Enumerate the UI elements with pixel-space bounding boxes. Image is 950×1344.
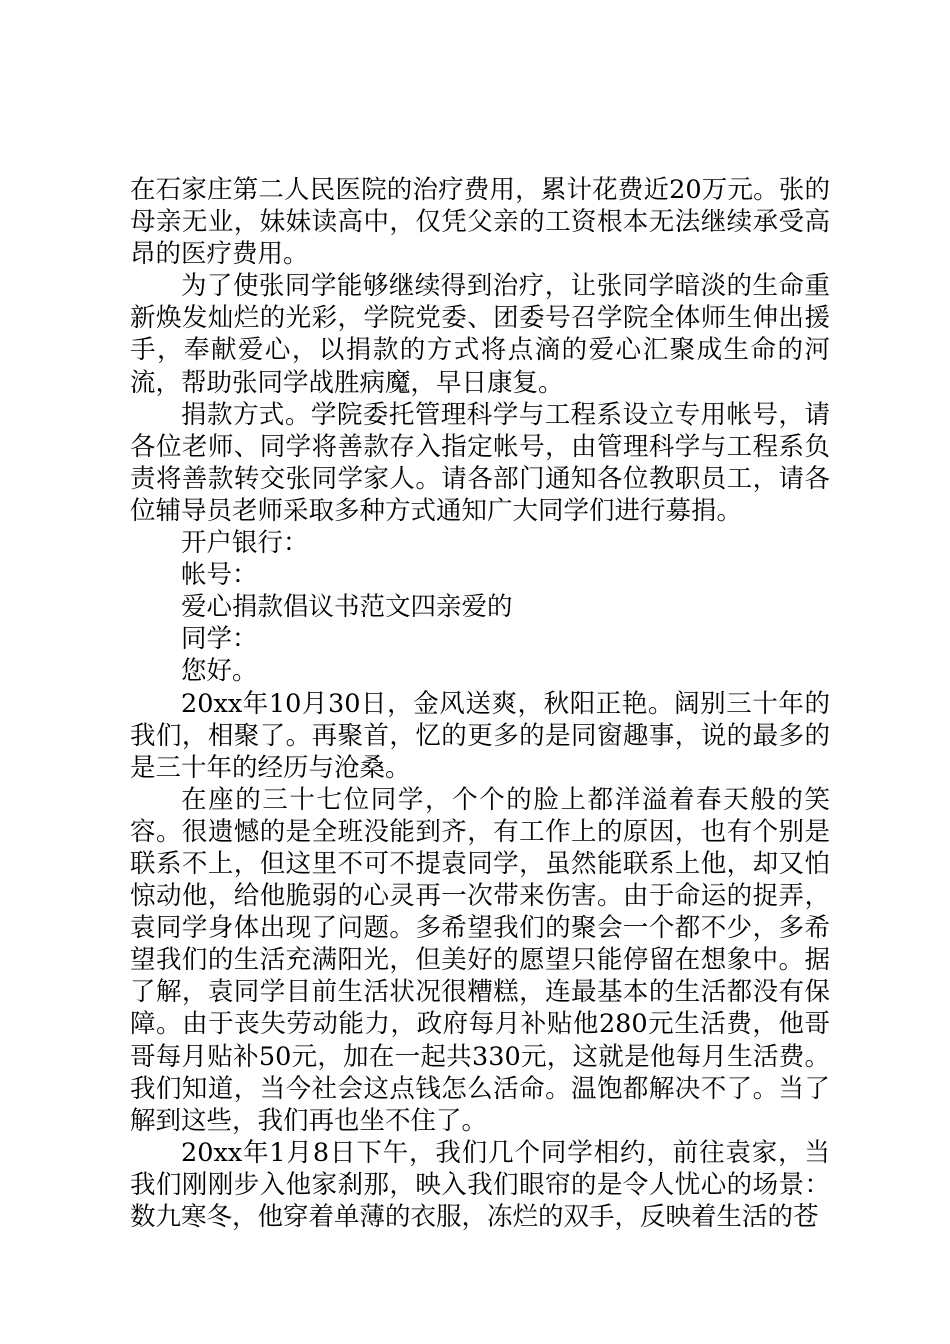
paragraph-classmate-situation: 在座的三十七位同学，个个的脸上都洋溢着春天般的笑容。很遗憾的是全班没能到齐，有工作上的原因，也有个别是联系不上，但这里不可不提袁同学，虽然能联系上他，却又怕惊动他，给他脆弱的心灵再一次带来伤害。由于命运的捉弄，袁同学身体出现了问题。多希望我们的聚会一个都不少，多希望我们的生活充满阳光，但美好的愿望只能停留在想象中。据了解，袁同学目前生活状况很糟糕，连最基本的生活都没有保障。由于丧失劳动能力，政府每月补贴他280元生活费，他哥哥每月贴补50元，加在一起共330元，这就是他每月生活费。我们知道，当今社会这点钱怎么活命。温饱都解决不了。当了解到这些，我们再也坐不住了。 — [130, 784, 830, 1136]
paragraph-donation-method: 捐款方式。学院委托管理科学与工程系设立专用帐号，请各位老师、同学将善款存入指定帐号，由管理科学与工程系负责将善款转交张同学家人。请各部门通知各位教职员工，请各位辅导员老师采取多种方式通知广大同学们进行募捐。 — [130, 399, 830, 526]
paragraph-appeal: 为了使张同学能够继续得到治疗，让张同学暗淡的生命重新焕发灿烂的光彩，学院党委、团委号召学院全体师生伸出援手，奉献爱心，以捐款的方式将点滴的爱心汇聚成生命的河流，帮助张同学战胜病魔，早日康复。 — [130, 271, 830, 398]
line-account: 帐号： — [181, 560, 258, 591]
line-salutation: 同学： — [181, 624, 258, 655]
paragraph-reunion: 20xx年10月30日，金风送爽，秋阳正艳。阔别三十年的我们，相聚了。再聚首，忆的更多的是同窗趣事，说的最多的是三十年的经历与沧桑。 — [130, 688, 830, 783]
paragraph-medical-costs: 在石家庄第二人民医院的治疗费用，累计花费近20万元。张的母亲无业，妹妹读高中，仅凭父亲的工资根本无法继续承受高昂的医疗费用。 — [130, 175, 830, 270]
line-bank: 开户银行： — [181, 528, 309, 559]
line-greeting: 您好。 — [181, 656, 258, 687]
line-section-title: 爱心捐款倡议书范文四亲爱的 — [181, 592, 513, 623]
document-body — [130, 174, 830, 1233]
paragraph-visit: 20xx年1月8日下午，我们几个同学相约，前往袁家，当我们刚刚步入他家刹那，映入我们眼帘的是令人忧心的场景：数九寒冬，他穿着单薄的衣服，冻烂的双手，反映着生活的苍 — [130, 1137, 830, 1232]
